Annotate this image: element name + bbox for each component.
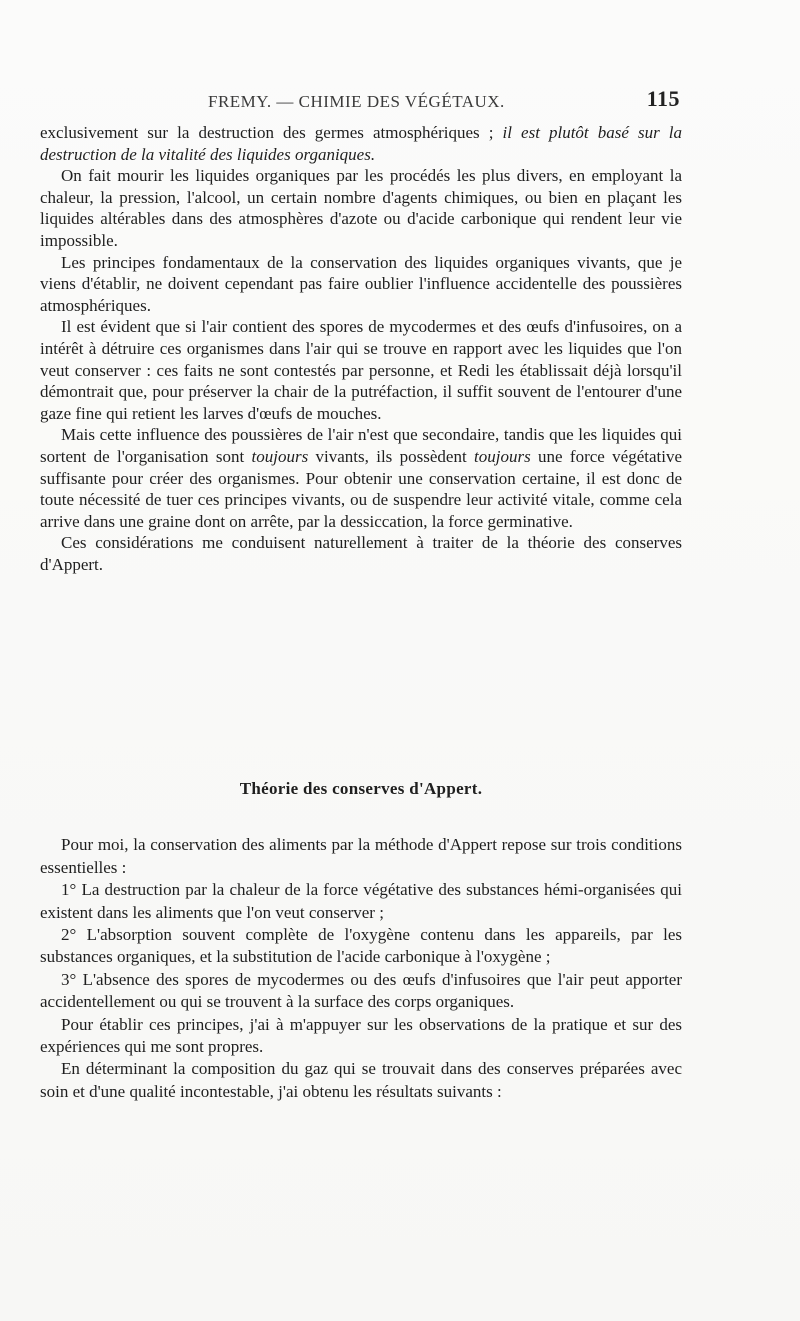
paragraph-5-text-c: vivants, ils possèdent [308, 446, 475, 466]
main-text [40, 122, 682, 575]
paragraph-5-text-a: Mais cette influence des poussières de l'air n'est que secondaire, tandis que les liquides qui sortent de l'organisation sont [40, 425, 682, 466]
section-paragraph-5: Pour établir ces principes, j'ai à m'appuyer sur les observations de la pratique et sur des expériences qui me sont propres. [40, 1014, 682, 1057]
paragraph-5 [40, 424, 682, 532]
paragraph-5-italic-1: toujours [251, 446, 309, 466]
paragraph-5-text-e: une force végétative suffisante pour créer des organismes. Pour obtenir une conservation certaine, il est donc de toute nécessité de tuer ces principes vivants, ou de suspendre leur activité vitale, comme cela arrive dans une graine dont on arrête, par la dessiccation, la force germinative. [40, 446, 683, 531]
paragraph-1-italic: il est plutôt basé sur la destruction de la vitalité des liquides organiques. [40, 123, 682, 164]
section-paragraph-4: 3° L'absence des spores de mycodermes ou des œufs d'infusoires que l'air peut apporter accidentellement ou qui se trouvent à la surface des corps organiques. [40, 969, 682, 1012]
paragraph-1 [40, 122, 682, 165]
paragraph-1-text: exclusivement sur la destruction des germes atmosphériques ; [40, 123, 503, 142]
paragraph-6: Ces considérations me conduisent naturellement à traiter de la théorie des conserves d'Appert. [40, 533, 682, 574]
paragraph-2: On fait mourir les liquides organiques par les procédés les plus divers, en employant la chaleur, la pression, l'alcool, un certain nombre d'agents chimiques, ou bien en plaçant les liquides altérables dans des atmosphères d'azote ou d'acide carbonique qui rendent leur vie impossible. [40, 166, 682, 250]
section-text [40, 778, 682, 1103]
page-number: 115 [646, 86, 680, 111]
paragraph-5-italic-2: toujours [474, 446, 531, 466]
section-paragraph-1: Pour moi, la conservation des aliments par la méthode d'Appert repose sur trois conditions essentielles : [40, 835, 682, 877]
section-paragraph-3: 2° L'absorption souvent complète de l'oxygène contenu dans les appareils, par les substances organiques, et la substitution de l'acide carbonique à l'oxygène ; [40, 925, 682, 967]
paragraph-4: Il est évident que si l'air contient des spores de mycodermes et des œufs d'infusoires, on a intérêt à détruire ces organismes dans l'air qui se trouve en rapport avec les liquides que l'on veut conserver : ces faits ne sont contestés par personne, et Redi les établissait déjà lorsqu'il démontrait que, pour préserver la chair de la putréfaction, il suffit souvent de l'entourer d'une gaze fine qui retient les larves d'œufs de mouches. [40, 317, 682, 423]
page-header [40, 86, 680, 116]
section-paragraph-6: En déterminant la composition du gaz qui se trouvait dans des conserves préparées avec soin et d'une qualité incontestable, j'ai obtenu les résultats suivants : [40, 1059, 682, 1101]
running-title: FREMY. — CHIMIE DES VÉGÉTAUX. [208, 92, 505, 111]
paragraph-3: Les principes fondamentaux de la conservation des liquides organiques vivants, que je viens d'établir, ne doivent cependant pas faire oublier l'influence accidentelle des poussières atmosphériques. [40, 252, 682, 315]
section-paragraph-2: 1° La destruction par la chaleur de la force végétative des substances hémi-organisées qui existent dans les aliments que l'on veut conserver ; [40, 880, 682, 922]
section-title: Théorie des conserves d'Appert. [239, 779, 483, 798]
